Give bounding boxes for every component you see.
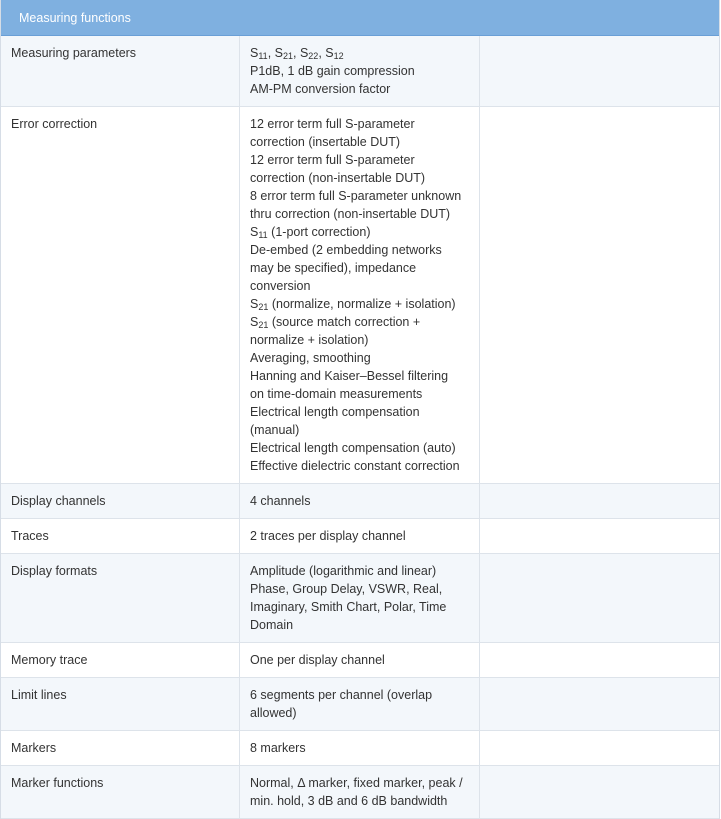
value-text: 8 error term full S-parameter unknown [250,189,462,203]
spec-value-line [250,277,469,295]
spec-value-line [250,580,469,598]
table-row [1,36,719,107]
value-text: correction (non-insertable DUT) [250,171,426,185]
spec-value-line [250,492,469,510]
spec-value-line [250,457,469,475]
spec-value-line [250,403,469,421]
value-text: S [250,46,259,60]
spec-label: Markers [1,731,240,765]
table-row [1,519,719,554]
empty-cell [480,643,719,677]
spec-label: Display channels [1,484,240,518]
spec-label: Display formats [1,554,240,642]
value-text: (1-port correction) [267,225,371,239]
spec-label: Measuring parameters [1,36,240,106]
spec-value [240,484,480,518]
spec-value-line [250,205,469,223]
table-row [1,766,719,819]
value-text: Amplitude (logarithmic and linear) [250,564,437,578]
value-text: allowed) [250,706,297,720]
section-title: Measuring functions [19,10,131,25]
empty-cell [480,554,719,642]
subscript-text: 21 [282,51,293,61]
table-row [1,678,719,731]
spec-value-line [250,562,469,580]
value-text: (normalize, normalize + isolation) [268,297,456,311]
spec-value-line [250,439,469,457]
spec-value-line [250,169,469,187]
spec-value-line [250,421,469,439]
value-text: 12 error term full S-parameter [250,117,415,131]
empty-cell [480,766,719,818]
spec-value-line [250,62,469,80]
value-text: correction (insertable DUT) [250,135,401,149]
spec-value-line [250,44,469,62]
spec-value [240,643,480,677]
value-text: Averaging, smoothing [250,351,371,365]
spec-value-line [250,367,469,385]
value-text: Imaginary, Smith Chart, Polar, Time [250,600,447,614]
table-row [1,554,719,643]
spec-value-line [250,385,469,403]
value-text: on time-domain measurements [250,387,423,401]
spec-value-line [250,133,469,151]
spec-value [240,766,480,818]
spec-value [240,554,480,642]
spec-value-line [250,616,469,634]
value-text: 8 markers [250,741,306,755]
value-text: Electrical length compensation (auto) [250,441,456,455]
value-text: Normal, Δ marker, fixed marker, peak / [250,776,463,790]
spec-value-line [250,704,469,722]
value-text: , S [318,46,334,60]
spec-value-line [250,80,469,98]
spec-value-line [250,792,469,810]
value-text: Phase, Group Delay, VSWR, Real, [250,582,443,596]
empty-cell [480,731,719,765]
spec-value-line [250,686,469,704]
value-text: De-embed (2 embedding networks [250,243,442,257]
table-row [1,484,719,519]
value-text: S [250,225,259,239]
spec-value [240,731,480,765]
value-text: thru correction (non-insertable DUT) [250,207,451,221]
spec-value-line [250,651,469,669]
subscript-text: 21 [258,302,269,312]
value-text: 12 error term full S-parameter [250,153,415,167]
value-text: 4 channels [250,494,311,508]
spec-value-line [250,187,469,205]
spec-value-line [250,774,469,792]
subscript-text: 11 [258,51,268,61]
table-row [1,107,719,484]
spec-value-line [250,151,469,169]
value-text: normalize + isolation) [250,333,369,347]
value-text: may be specified), impedance [250,261,417,275]
value-text: S [250,297,259,311]
value-text: Effective dielectric constant correction [250,459,460,473]
value-text: S [250,315,259,329]
spec-label: Marker functions [1,766,240,818]
spec-value [240,36,480,106]
spec-value [240,678,480,730]
value-text: , S [293,46,309,60]
spec-value-line [250,739,469,757]
subscript-text: 21 [258,320,269,330]
value-text: Hanning and Kaiser–Bessel filtering [250,369,449,383]
empty-cell [480,519,719,553]
spec-label: Limit lines [1,678,240,730]
value-text: One per display channel [250,653,385,667]
table-row [1,643,719,678]
value-text: conversion [250,279,311,293]
empty-cell [480,36,719,106]
empty-cell [480,678,719,730]
spec-value-line [250,259,469,277]
subscript-text: 12 [333,51,344,61]
spec-label: Memory trace [1,643,240,677]
spec-value-line [250,349,469,367]
value-text: min. hold, 3 dB and 6 dB bandwidth [250,794,448,808]
section-header [1,0,719,36]
empty-cell [480,107,719,483]
table-row [1,731,719,766]
value-text: Electrical length compensation [250,405,420,419]
subscript-text: 22 [308,51,319,61]
empty-cell [480,484,719,518]
value-text: AM-PM conversion factor [250,82,391,96]
value-text: Domain [250,618,294,632]
spec-value [240,519,480,553]
spec-rows [1,36,719,819]
spec-value-line [250,241,469,259]
spec-value-line [250,527,469,545]
spec-value-line [250,115,469,133]
value-text: P1dB, 1 dB gain compression [250,64,415,78]
value-text: , S [267,46,283,60]
spec-value-line [250,295,469,313]
spec-value-line [250,598,469,616]
spec-label: Error correction [1,107,240,483]
value-text: 6 segments per channel (overlap [250,688,433,702]
value-text: (manual) [250,423,300,437]
spec-value [240,107,480,483]
subscript-text: 11 [258,230,268,240]
spec-label: Traces [1,519,240,553]
value-text: (source match correction + [268,315,421,329]
spec-value-line [250,223,469,241]
spec-value-line [250,331,469,349]
spec-value-line [250,313,469,331]
value-text: 2 traces per display channel [250,529,406,543]
